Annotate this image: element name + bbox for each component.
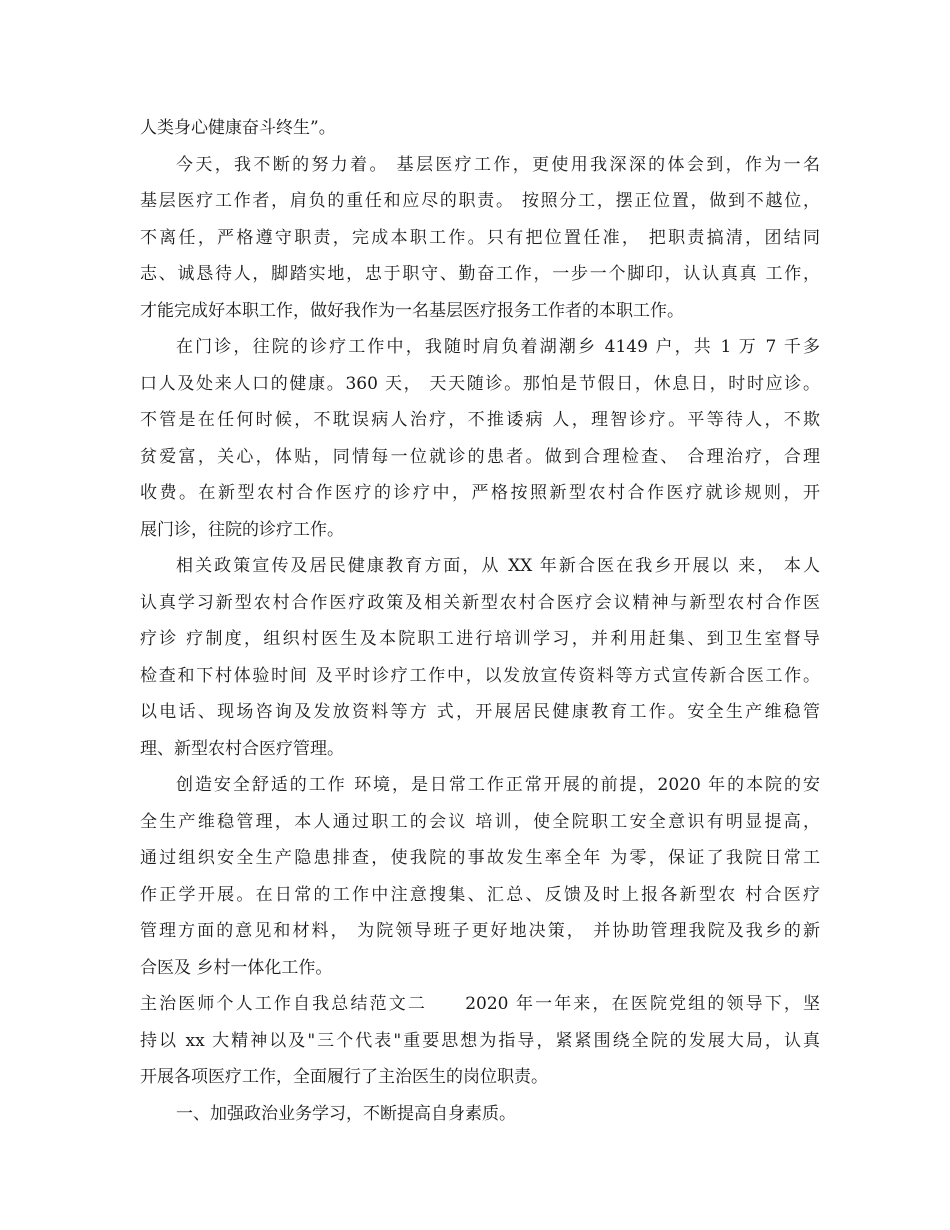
text-line: 志、诚恳待人，脚踏实地，忠于职守、勤奋工作，一步一个脚印，认认真真 工作， — [140, 264, 820, 284]
text-line: 疗诊 疗制度，组织村医生及本院职工进行培训学习，并利用赶集、到卫生室督导 — [140, 629, 820, 649]
text-line: 全生产维稳管理，本人通过职工的会议 培训，使全院职工安全意识有明显提高， — [140, 811, 820, 832]
text-line: 收费。在新型农村合作医疗的诊疗中，严格按照新型农村合作医疗就诊规则，开 — [140, 483, 820, 503]
document-body — [140, 110, 820, 1132]
text-line: 认真学习新型农村合作医疗政策及相关新型农村合医疗会议精神与新型农村合作医 — [140, 592, 820, 613]
text-line: 检查和下村体验时间 及平时诊疗工作中，以发放宣传资料等方式宣传新合医工作。 — [140, 665, 820, 686]
text-line: 才能完成好本职工作，做好我作为一名基层医疗报务工作者的本职工作。 — [140, 300, 684, 321]
text-line: 相关政策宣传及居民健康教育方面，从 XX 年新合医在我乡开展以 来， 本人 — [176, 556, 820, 576]
text-line: 贫爱富，关心，体贴，同情每一位就诊的患者。做到合理检查、 合理治疗，合理 — [140, 446, 820, 467]
text-line: 展门诊，往院的诊疗工作。 — [140, 519, 344, 540]
text-line: 通过组织安全生产隐患排查，使我院的事故发生率全年 为零，保证了我院日常工 — [140, 848, 820, 868]
text-line: 今天，我不断的努力着。 基层医疗工作，更使用我深深的体会到，作为一名 — [176, 154, 820, 175]
text-line: 不管是在任何时候，不耽误病人治疗，不推诿病 人，理智诊疗。平等待人，不欺 — [140, 410, 820, 430]
text-line: 理、新型农村合医疗管理。 — [140, 738, 344, 759]
text-line: 口人及处来人口的健康。360 天， 天天随诊。那怕是节假日，休息日，时时应诊。 — [140, 373, 820, 394]
text-line: 创造安全舒适的工作 环境，是日常工作正常开展的前提，2020 年的本院的安 — [176, 775, 820, 795]
text-line: 人类身心健康奋斗终生”。 — [140, 118, 336, 138]
text-line: 一、加强政治业务学习，不断提高自身素质。 — [176, 1103, 516, 1124]
text-line: 基层医疗工作者，肩负的重任和应尽的职责。 按照分工，摆正位置，做到不越位， — [140, 191, 820, 211]
text-line: 在门诊，往院的诊疗工作中，我随时肩负着湖潮乡 4149 户，共 1 万 7 千多 — [176, 337, 820, 357]
text-line: 以电话、现场咨询及发放资料等方 式，开展居民健康教育工作。安全生产维稳管 — [140, 702, 820, 722]
text-line: 主治医师个人工作自我总结范文二 2020 年一年来，在医院党组的领导下，坚 — [140, 994, 820, 1014]
text-line: 持以 xx 大精神以及"三个代表"重要思想为指导，紧紧围绕全院的发展大局，认真 — [140, 1030, 820, 1051]
text-line: 合医及 乡村一体化工作。 — [140, 957, 333, 978]
text-line: 管理方面的意见和材料， 为院领导班子更好地决策， 并协助管理我院及我乡的新 — [140, 921, 820, 941]
text-line: 作正学开展。在日常的工作中注意搜集、汇总、反馈及时上报各新型农 村合医疗 — [140, 884, 820, 905]
text-line: 开展各项医疗工作，全面履行了主治医生的岗位职责。 — [140, 1067, 548, 1087]
text-line: 不离任，严格遵守职责，完成本职工作。只有把位置任准， 把职责搞清，团结同 — [140, 227, 820, 248]
